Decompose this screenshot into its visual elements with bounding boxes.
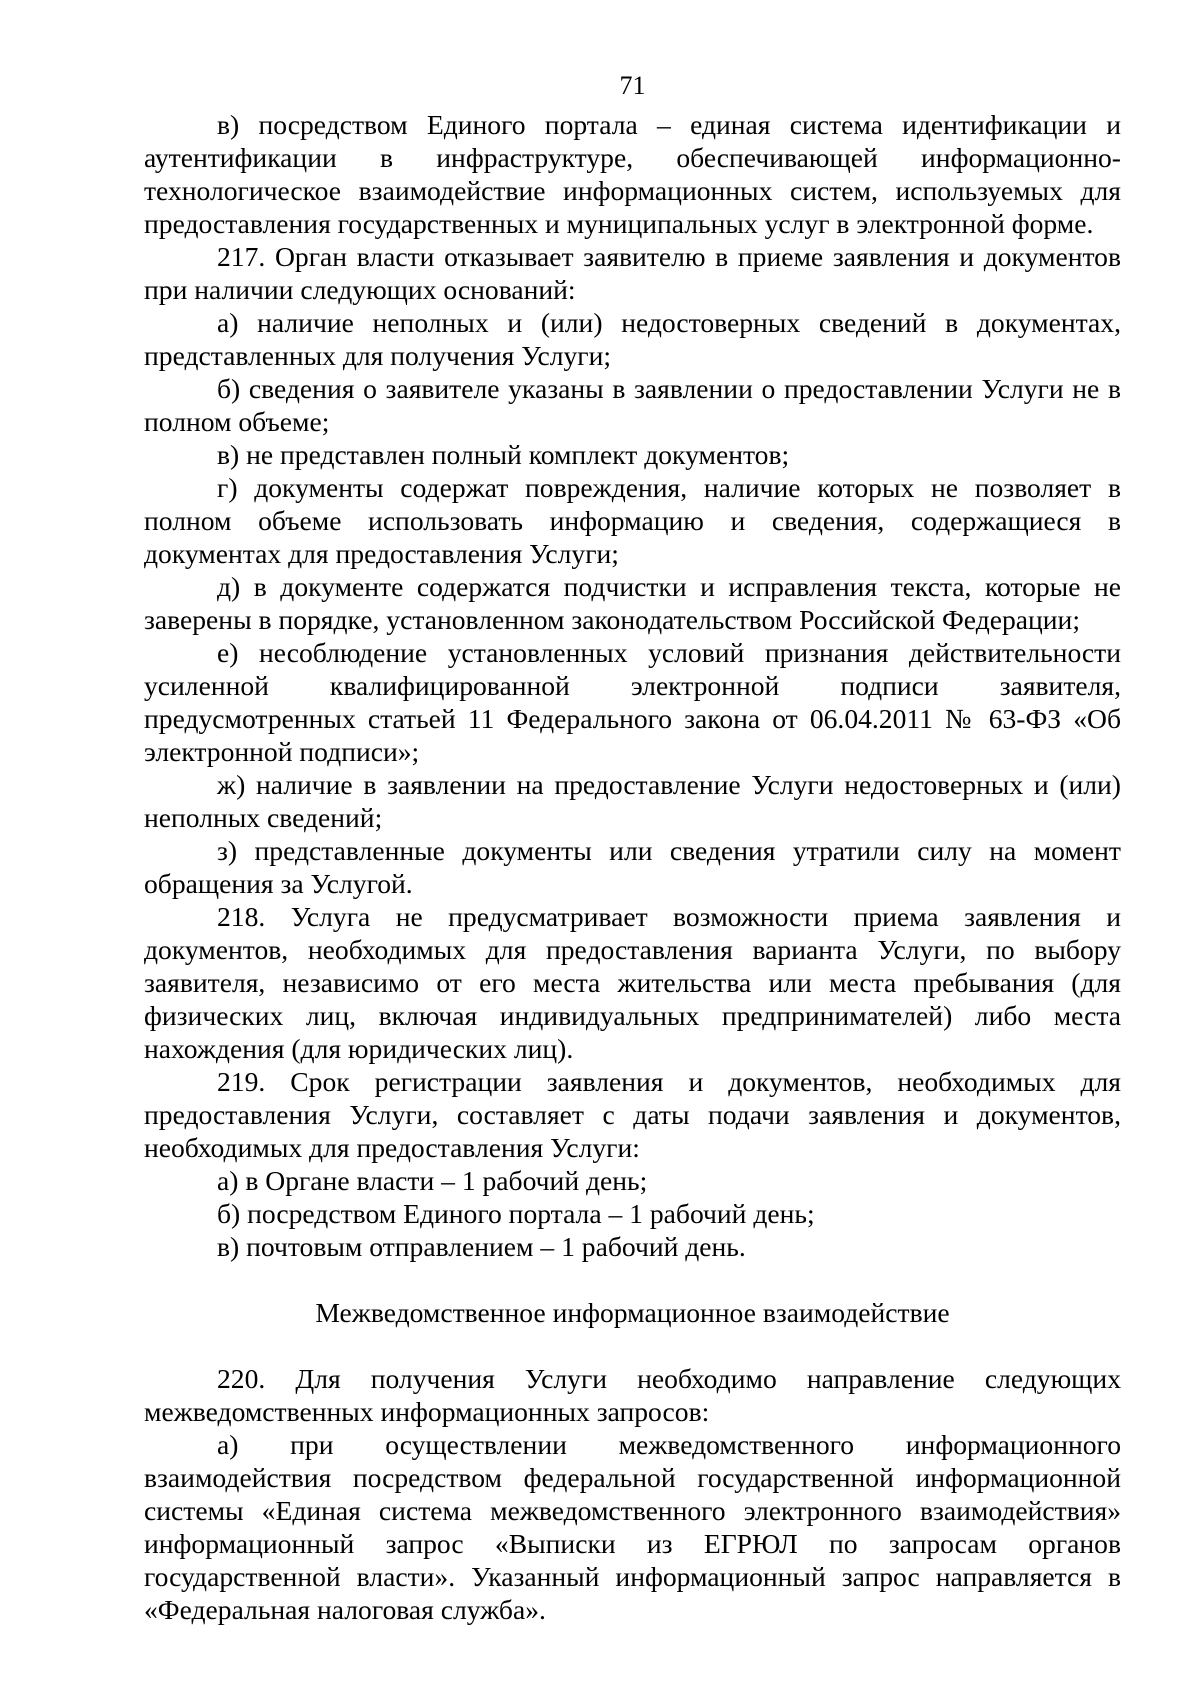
- section-heading: Межведомственное информационное взаимодействие: [315, 1297, 950, 1328]
- paragraph-218: 218. Услуга не предусматривает возможности приема заявления и документов, необходимых для предоставления варианта Услуги, по выбору заявителя, независимо от его места жительства или места пребывания (для физических лиц, включая индивидуальных предпринимателей) либо места нахождения (для юридических лиц).: [144, 901, 1121, 1064]
- page-number: 71: [619, 71, 646, 100]
- paragraph-220: 220. Для получения Услуги необходимо направление следующих межведомственных информационных запросов:: [144, 1363, 1121, 1427]
- paragraph-219-a: а) в Органе власти – 1 рабочий день;: [217, 1165, 648, 1196]
- paragraph-220-a: а) при осуществлении межведомственного информационного взаимодействия посредством федеральной государственной информационной системы «Единая система межведомственного электронного взаимодействия» информационный запрос «Выписки из ЕГРЮЛ по запросам органов государственной власти». Указанный информационный запрос направляется в «Федеральная налоговая служба».: [144, 1429, 1121, 1625]
- paragraph-217-g: г) документы содержат повреждения, наличие которых не позволяет в полном объеме использовать информацию и сведения, содержащиеся в документах для предоставления Услуги;: [144, 472, 1121, 569]
- paragraph-217-z: з) представленные документы или сведения утратили силу на момент обращения за Услугой.: [144, 835, 1121, 899]
- paragraph-217-d: д) в документе содержатся подчистки и исправления текста, которые не заверены в порядке, установленном законодательством Российской Федерации;: [144, 571, 1121, 635]
- paragraph-216-v: в) посредством Единого портала – единая система идентификации и аутентификации в инфраструктуре, обеспечивающей информационно-технологическое взаимодействие информационных систем, используемых для предоставления государственных и муниципальных услуг в электронной форме.: [144, 109, 1121, 239]
- paragraph-219-b: б) посредством Единого портала – 1 рабочий день;: [217, 1198, 815, 1229]
- paragraph-219-v: в) почтовым отправлением – 1 рабочий день.: [217, 1231, 746, 1262]
- paragraph-217-a: а) наличие неполных и (или) недостоверных сведений в документах, представленных для получения Услуги;: [144, 307, 1121, 371]
- document-page: [144, 70, 1121, 1626]
- text-block-after: [144, 1362, 1121, 1626]
- paragraph-217-e: е) несоблюдение установленных условий признания действительности усиленной квалифицированной электронной подписи заявителя, предусмотренных статьей 11 Федерального закона от 06.04.2011 № 63-ФЗ «Об электронной подписи»;: [144, 637, 1121, 767]
- paragraph-217: 217. Орган власти отказывает заявителю в приеме заявления и документов при наличии следующих оснований:: [144, 241, 1121, 305]
- paragraph-217-v: в) не представлен полный комплект документов;: [217, 439, 790, 470]
- text-block-before: [144, 108, 1121, 1263]
- paragraph-217-zh: ж) наличие в заявлении на предоставление Услуги недостоверных и (или) неполных сведений;: [144, 769, 1121, 833]
- paragraph-219: 219. Срок регистрации заявления и документов, необходимых для предоставления Услуги, составляет с даты подачи заявления и документов, необходимых для предоставления Услуги:: [144, 1066, 1121, 1163]
- paragraph-217-b: б) сведения о заявителе указаны в заявлении о предоставлении Услуги не в полном объеме;: [144, 373, 1121, 437]
